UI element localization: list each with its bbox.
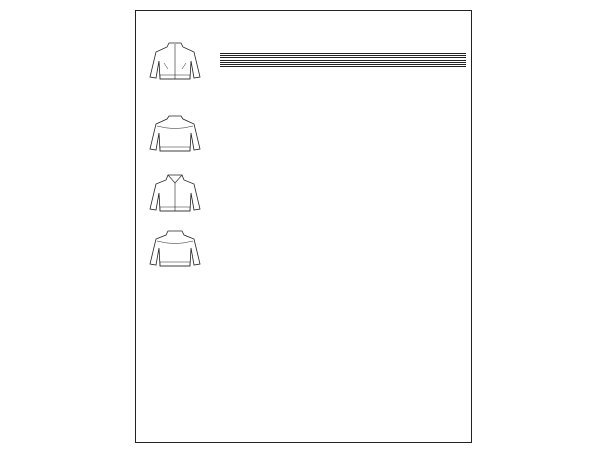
jacket-sketch-back-a xyxy=(148,111,202,157)
yardage-table-fr xyxy=(220,62,466,63)
jacket-sketch-front-a xyxy=(148,39,202,85)
pattern-info xyxy=(220,25,466,68)
jacket-sketch-back-b xyxy=(148,226,202,272)
jacket-sketch-front-b xyxy=(148,171,202,217)
yardage-table-en xyxy=(220,53,466,54)
pattern-envelope-back xyxy=(135,10,472,443)
technical-drawings xyxy=(136,11,216,442)
